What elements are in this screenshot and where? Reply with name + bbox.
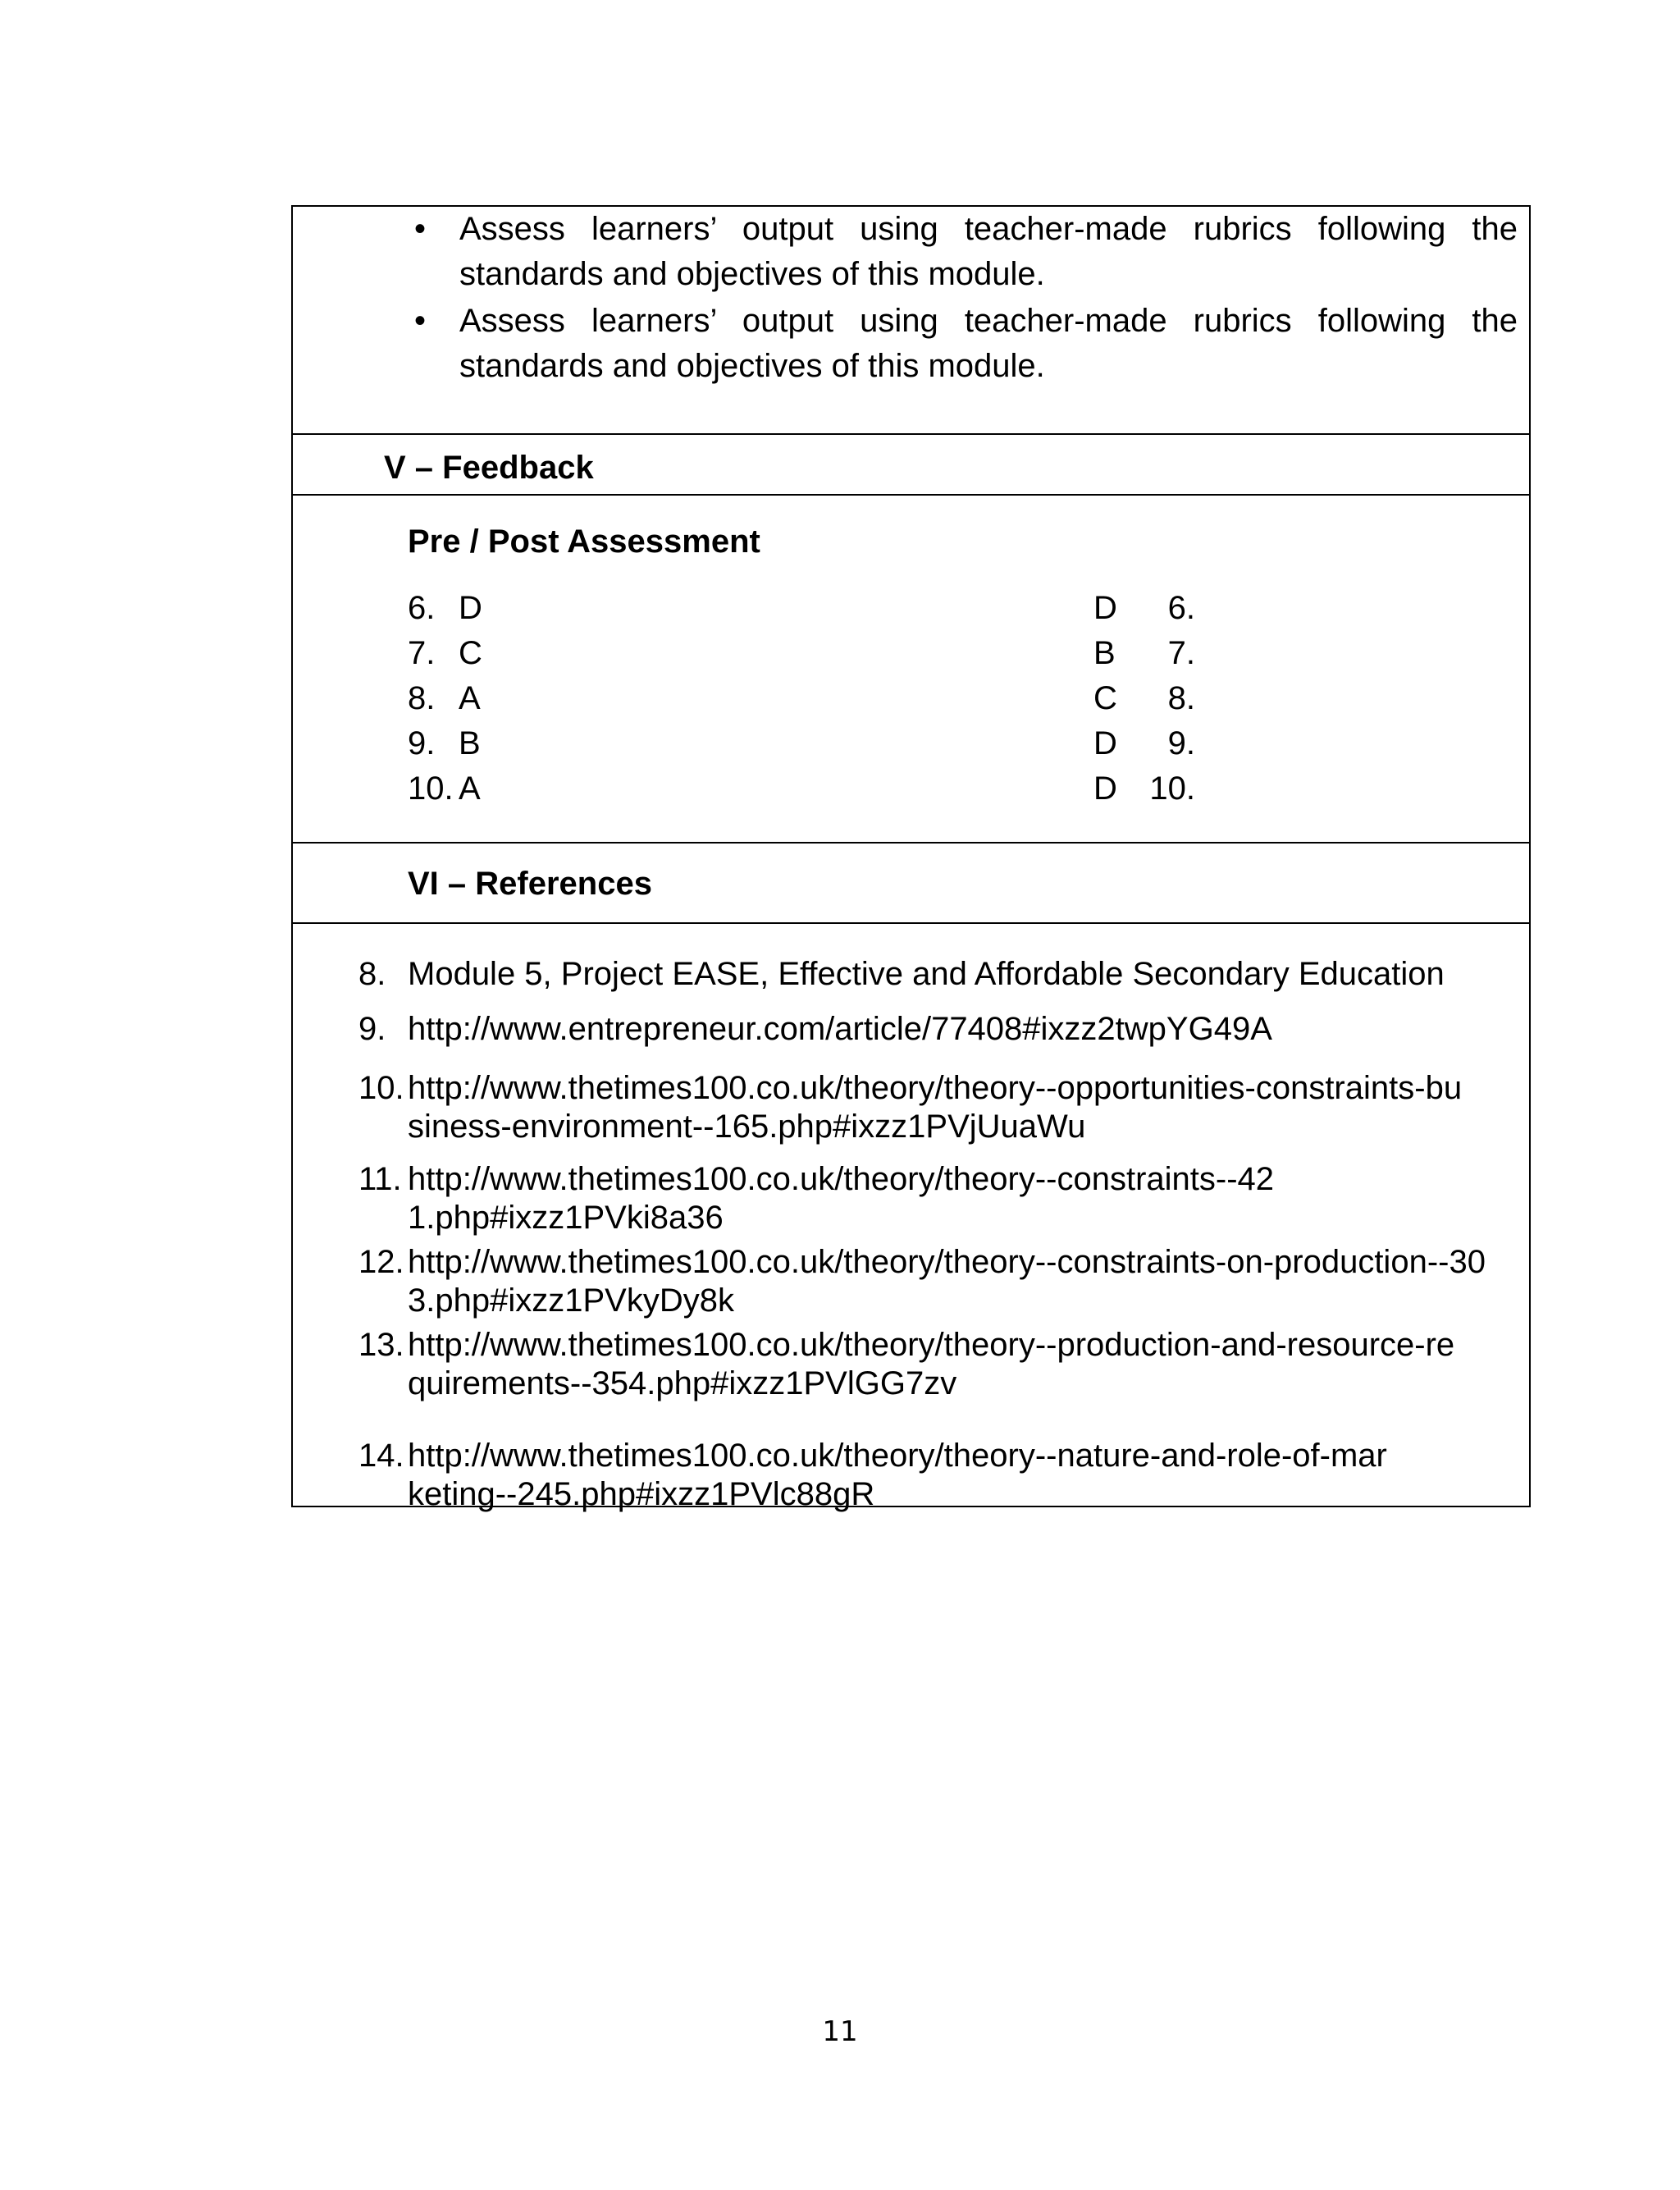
answer-letter: D <box>459 590 482 626</box>
reference-link[interactable]: http://www.entrepreneur.com/article/77408#ixzz2twpYG49A <box>408 1011 1272 1047</box>
references-heading: VI – References <box>408 866 652 902</box>
reference-number: 10. <box>358 1070 404 1106</box>
references-row <box>293 924 1529 1512</box>
reference-text: Module 5, Project EASE, Effective and Affordable Secondary Education <box>408 956 1445 992</box>
answer-letter: C <box>1093 680 1117 716</box>
reference-number: 14. <box>358 1438 404 1474</box>
answer-number: 7. <box>408 635 436 671</box>
answer-item <box>1007 721 1195 766</box>
feedback-heading-row <box>293 435 1529 496</box>
reference-number: 11. <box>358 1161 402 1197</box>
reference-number: 8. <box>358 956 386 992</box>
reference-link[interactable]: http://www.thetimes100.co.uk/theory/theory--constraints--421.php#ixzz1PVki8a36 <box>408 1161 1275 1236</box>
answer-letter: A <box>459 770 481 807</box>
answer-item <box>1007 676 1195 721</box>
answer-number: 7. <box>1167 635 1195 671</box>
reference-number: 13. <box>358 1327 404 1363</box>
answer-letter: B <box>459 725 481 761</box>
references-heading-row <box>293 844 1529 924</box>
feedback-heading: V – Feedback <box>384 450 594 486</box>
assessment-bullet-text: Assess learners’ output using teacher-made rubrics following the standards and objectives of this module. <box>459 303 1518 384</box>
answer-number: 9. <box>1167 725 1195 761</box>
answer-item <box>1007 766 1195 812</box>
answer-letter: D <box>1093 725 1117 761</box>
answer-letter: D <box>1093 770 1117 807</box>
bullet-icon: • <box>413 211 426 247</box>
answer-number: 8. <box>1167 680 1195 716</box>
answer-number: 6. <box>408 590 436 626</box>
answer-letter: C <box>459 635 482 671</box>
answer-number: 9. <box>408 725 436 761</box>
lesson-table <box>291 205 1531 1512</box>
answer-number: 6. <box>1167 590 1195 626</box>
answer-item <box>1007 631 1195 676</box>
answer-key-row <box>293 496 1529 844</box>
answer-number: 10. <box>1149 770 1195 807</box>
assessment-row <box>293 207 1529 435</box>
answer-number: 8. <box>408 680 436 716</box>
bullet-icon: • <box>413 303 426 339</box>
reference-number: 12. <box>358 1244 404 1280</box>
assessment-bullet-text: Assess learners’ output using teacher-made rubrics following the standards and objectives of this module. <box>459 211 1518 292</box>
pre-post-assessment-heading: Pre / Post Assessment <box>408 523 760 560</box>
reference-link[interactable]: http://www.thetimes100.co.uk/theory/theory--constraints-on-production--303.php#ixzz1PVkyDy8k <box>408 1244 1486 1319</box>
reference-number: 9. <box>358 1011 386 1047</box>
page-number: 11 <box>822 2015 858 2048</box>
answer-letter: B <box>1093 635 1116 671</box>
answer-number: 10. <box>408 770 454 807</box>
reference-link[interactable]: http://www.thetimes100.co.uk/theory/theory--opportunities-constraints-business-environment--165.php#ixzz1PVjUuaWu <box>408 1070 1463 1145</box>
post-assessment-answers <box>1007 586 1195 812</box>
reference-link[interactable]: http://www.thetimes100.co.uk/theory/theory--production-and-resource-requirements--354.php#ixzz1PVlGG7zv <box>408 1327 1455 1401</box>
answer-item <box>1007 586 1195 631</box>
answer-letter: D <box>1093 590 1117 626</box>
reference-link[interactable]: http://www.thetimes100.co.uk/theory/theory--nature-and-role-of-marketing--245.php#ixzz1PVlc88gR <box>408 1438 1387 1512</box>
answer-letter: A <box>459 680 481 716</box>
